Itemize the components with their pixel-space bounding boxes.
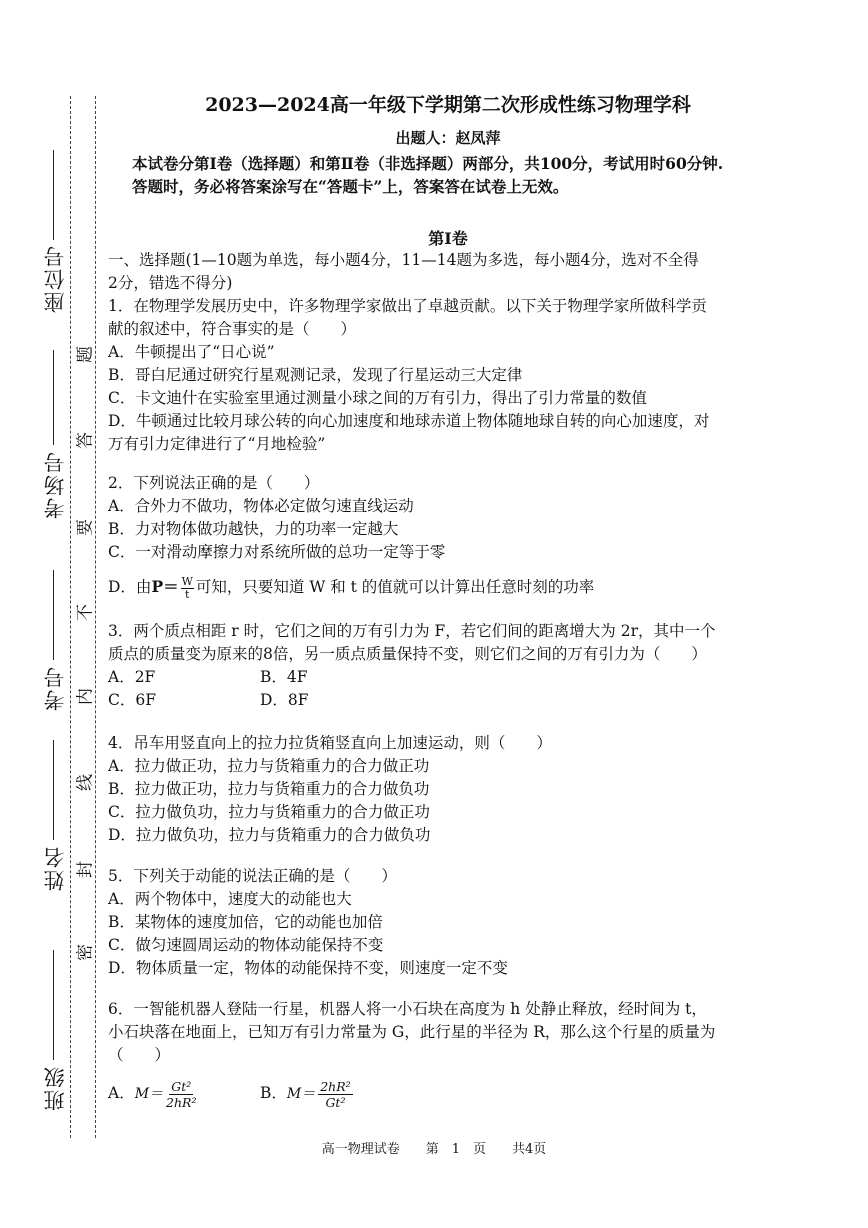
seat-number-line [53, 150, 54, 240]
question-2-stem: 2．下列说法正确的是（ ） [108, 474, 320, 492]
exam-content [108, 90, 788, 1112]
question-1-option-a: A．牛顿提出了“日心说” [108, 343, 275, 361]
class-label: 班级 [43, 1065, 67, 1111]
seal-char: 要 [75, 519, 96, 536]
question-3-options-row [108, 666, 788, 689]
exam-title: 2023—2024高一年级下学期第二次形成性练习物理学科 [205, 94, 691, 116]
fraction-denominator: Gt² [325, 1094, 346, 1110]
question-3-options-row [108, 689, 788, 712]
question-4-option-c: C．拉力做负功，拉力与货箱重力的合力做正功 [108, 803, 430, 821]
intro-line-1: 本试卷分第Ⅰ卷（选择题）和第Ⅱ卷（非选择题）两部分，共100分，考试用时60分钟. [132, 154, 724, 173]
question-6-stem: 6．一智能机器人登陆一行星，机器人将一小石块在高度为 h 处静止释放，经时间为 t， [108, 1000, 707, 1018]
question-2-option-d-suffix: 可知，只要知道 W 和 t 的值就可以计算出任意时刻的功率 [195, 578, 595, 596]
question-6-stem: （ ） [108, 1046, 171, 1064]
page-footer: 高一物理试卷 第 1 页 共4页 [321, 1142, 547, 1157]
question-3-option-b: B．4F [260, 668, 308, 686]
question-1-option-d: D．牛顿通过比较月球公转的向心加速度和地球赤道上物体随地球自转的向心加速度，对 [108, 412, 710, 430]
option-a-label: A． [108, 1084, 135, 1102]
seal-char: 密 [75, 944, 96, 961]
mass-formula-fraction [166, 1079, 196, 1110]
question-3-option-d: D．8F [260, 691, 309, 709]
question-6-option-a [108, 1075, 260, 1112]
question-2-option-a: A．合外力不做功，物体必定做匀速直线运动 [108, 497, 414, 515]
intro-line-2: 答题时，务必将答案涂写在“答题卡”上，答案答在试卷上无效。 [132, 177, 569, 196]
exam-id-line [53, 570, 54, 660]
question-6-stem: 小石块落在地面上，已知万有引力常量为 G，此行星的半径为 R，那么这个行星的质量为 [108, 1023, 716, 1041]
question-3-stem: 3．两个质点相距 r 时，它们之间的万有引力为 F，若它们间的距离增大为 2r，其中一个 [108, 622, 716, 640]
mass-formula-fraction [318, 1079, 352, 1110]
fraction-numerator: 2hR² [320, 1078, 351, 1094]
mass-formula-lhs: M＝ [134, 1086, 164, 1102]
exam-room-label: 考场号 [43, 450, 67, 519]
class-line [53, 950, 54, 1060]
question-4-option-d: D．拉力做负功，拉力与货箱重力的合力做负功 [108, 826, 431, 844]
question-5-option-b: B．某物体的速度加倍，它的动能也加倍 [108, 913, 383, 931]
question-1-option-b: B．哥白尼通过研究行星观测记录，发现了行星运动三大定律 [108, 366, 523, 384]
section-instruction: 2分，错选不得分) [108, 274, 233, 292]
name-label: 姓名 [43, 845, 67, 891]
question-3-stem: 质点的质量变为原来的8倍，另一质点质量保持不变，则它们之间的万有引力为（ ） [108, 645, 707, 663]
seal-char: 不 [75, 604, 96, 621]
question-5-option-c: C．做匀速圆周运动的物体动能保持不变 [108, 936, 384, 954]
question-1-stem: 献的叙述中，符合事实的是（ ） [108, 320, 357, 338]
question-5-option-a: A．两个物体中，速度大的动能也大 [108, 890, 352, 908]
power-formula-fraction [181, 576, 194, 601]
question-4-stem: 4．吊车用竖直向上的拉力拉货箱竖直向上加速运动，则（ ） [108, 734, 552, 752]
question-5-option-d: D．物体质量一定，物体的动能保持不变，则速度一定不变 [108, 959, 508, 977]
question-6-options-row [108, 1075, 788, 1112]
option-b-label: B． [260, 1084, 287, 1102]
exam-id-label: 考号 [43, 665, 67, 711]
question-4-option-b: B．拉力做正功，拉力与货箱重力的合力做负功 [108, 780, 430, 798]
seat-number-label: 座位号 [43, 244, 67, 313]
question-6-option-b [260, 1075, 353, 1112]
question-1-option-c: C．卡文迪什在实验室里通过测量小球之间的万有引力，得出了引力常量的数值 [108, 389, 647, 407]
seal-char: 线 [75, 774, 96, 791]
fraction-numerator: Gt² [171, 1078, 192, 1094]
name-line [53, 740, 54, 840]
question-2-option-b: B．力对物体做功越快，力的功率一定越大 [108, 520, 399, 538]
question-2-option-d-prefix: D．由 [108, 578, 152, 596]
question-3-option-c: C．6F [108, 691, 156, 709]
question-2-option-c: C．一对滑动摩擦力对系统所做的总功一定等于零 [108, 543, 446, 561]
fraction-denominator: 2hR² [166, 1094, 197, 1110]
question-5-stem: 5．下列关于动能的说法正确的是（ ） [108, 867, 397, 885]
fraction-denominator: t [185, 587, 190, 601]
seal-char: 内 [75, 688, 96, 705]
question-2-option-d [108, 572, 788, 602]
question-4-option-a: A．拉力做正功，拉力与货箱重力的合力做正功 [108, 757, 430, 775]
question-1-option-d: 万有引力定律进行了“月地检验” [108, 435, 326, 453]
exam-author: 出题人：赵凤萍 [395, 129, 501, 147]
mass-formula-lhs: M＝ [286, 1086, 316, 1102]
power-formula-lhs: P＝ [151, 577, 179, 596]
seal-char: 答 [75, 432, 96, 449]
seal-char: 题 [75, 346, 96, 363]
fraction-numerator: W [181, 574, 193, 588]
question-1-stem: 1．在物理学发展历史中，许多物理学家做出了卓越贡献。以下关于物理学家所做科学贡 [108, 297, 707, 315]
question-3-option-a: A．2F [108, 668, 156, 686]
seal-char: 封 [75, 861, 96, 878]
section-title: 第Ⅰ卷 [428, 229, 468, 248]
exam-room-line [53, 350, 54, 445]
section-instruction: 一、选择题(1—10题为单选，每小题4分，11—14题为多选，每小题4分，选对不全得 [108, 251, 699, 269]
